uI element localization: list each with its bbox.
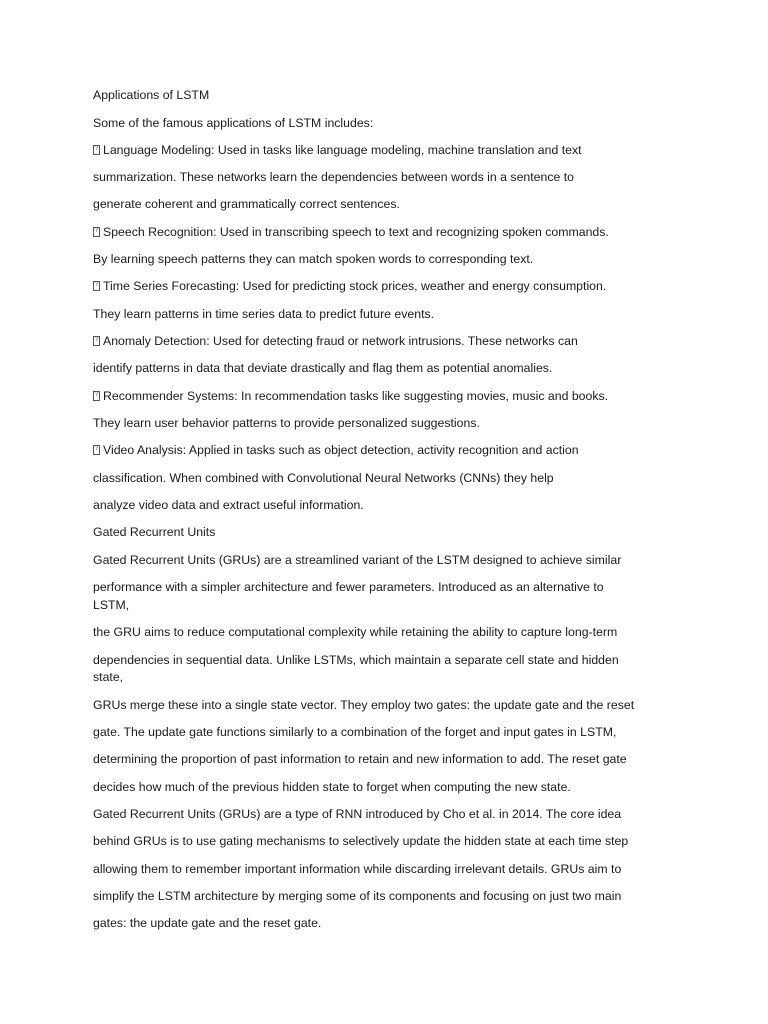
missing-glyph-icon [93,227,100,237]
lstm-heading: Applications of LSTM [93,88,210,102]
bullet-text-line: identify patterns in data that deviate drastically and flag them as potential anomalies. [93,361,553,375]
bullet-recommender-systems: ?Recommender Systems: In recommendation tasks like suggesting movies, music and books. [93,388,608,405]
gru-paragraph-line: the GRU aims to reduce computational complexity while retaining the ability to capture long-term [93,625,618,639]
gru-paragraph-line: allowing them to remember important information while discarding irrelevant details. GRUs aim to [93,862,622,876]
missing-glyph-icon [93,445,100,455]
gru-paragraph-line: behind GRUs is to use gating mechanisms to selectively update the hidden state at each time step [93,834,629,848]
gru-paragraph-line: gates: the update gate and the reset gate. [93,916,322,930]
gru-paragraph-line: dependencies in sequential data. Unlike LSTMs, which maintain a separate cell state and hidden [93,653,619,667]
gru-paragraph-line: Gated Recurrent Units (GRUs) are a streamlined variant of the LSTM designed to achieve similar [93,553,622,567]
gru-paragraph-line: determining the proportion of past information to retain and new information to add. The reset gate [93,752,627,766]
bullet-video-analysis: ?Video Analysis: Applied in tasks such as object detection, activity recognition and action [93,442,579,459]
gru-paragraph-line: simplify the LSTM architecture by merging some of its components and focusing on just two main [93,889,622,903]
gru-paragraph-line: state, [93,670,124,684]
bullet-text-line: They learn patterns in time series data to predict future events. [93,307,435,321]
lstm-intro: Some of the famous applications of LSTM includes: [93,116,374,130]
bullet-text-line: They learn user behavior patterns to provide personalized suggestions. [93,416,480,430]
bullet-text-line: summarization. These networks learn the dependencies between words in a sentence to [93,170,574,184]
bullet-text-line: generate coherent and grammatically correct sentences. [93,197,400,211]
missing-glyph-icon [93,336,100,346]
gru-paragraph-line: gate. The update gate functions similarly to a combination of the forget and input gates in LSTM, [93,725,617,739]
gru-paragraph-line: decides how much of the previous hidden state to forget when computing the new state. [93,780,571,794]
bullet-language-modeling: ?Language Modeling: Used in tasks like language modeling, machine translation and text [93,142,582,159]
bullet-time-series-forecasting: ?Time Series Forecasting: Used for predicting stock prices, weather and energy consumption. [93,278,606,295]
gru-paragraph-line: performance with a simpler architecture and fewer parameters. Introduced as an alternative to [93,580,604,594]
missing-glyph-icon [93,391,100,401]
bullet-text-line: classification. When combined with Convolutional Neural Networks (CNNs) they help [93,471,554,485]
gru-paragraph-line: Gated Recurrent Units (GRUs) are a type of RNN introduced by Cho et al. in 2014. The core idea [93,807,622,821]
missing-glyph-icon [93,145,100,155]
missing-glyph-icon [93,281,100,291]
gru-paragraph-line: LSTM, [93,598,130,612]
bullet-anomaly-detection: ?Anomaly Detection: Used for detecting fraud or network intrusions. These networks can [93,333,578,350]
bullet-text-line: analyze video data and extract useful information. [93,498,364,512]
bullet-speech-recognition: ?Speech Recognition: Used in transcribing speech to text and recognizing spoken commands. [93,224,609,241]
bullet-text-line: By learning speech patterns they can match spoken words to corresponding text. [93,252,534,266]
gru-heading: Gated Recurrent Units [93,525,216,539]
gru-paragraph-line: GRUs merge these into a single state vector. They employ two gates: the update gate and the reset [93,698,635,712]
